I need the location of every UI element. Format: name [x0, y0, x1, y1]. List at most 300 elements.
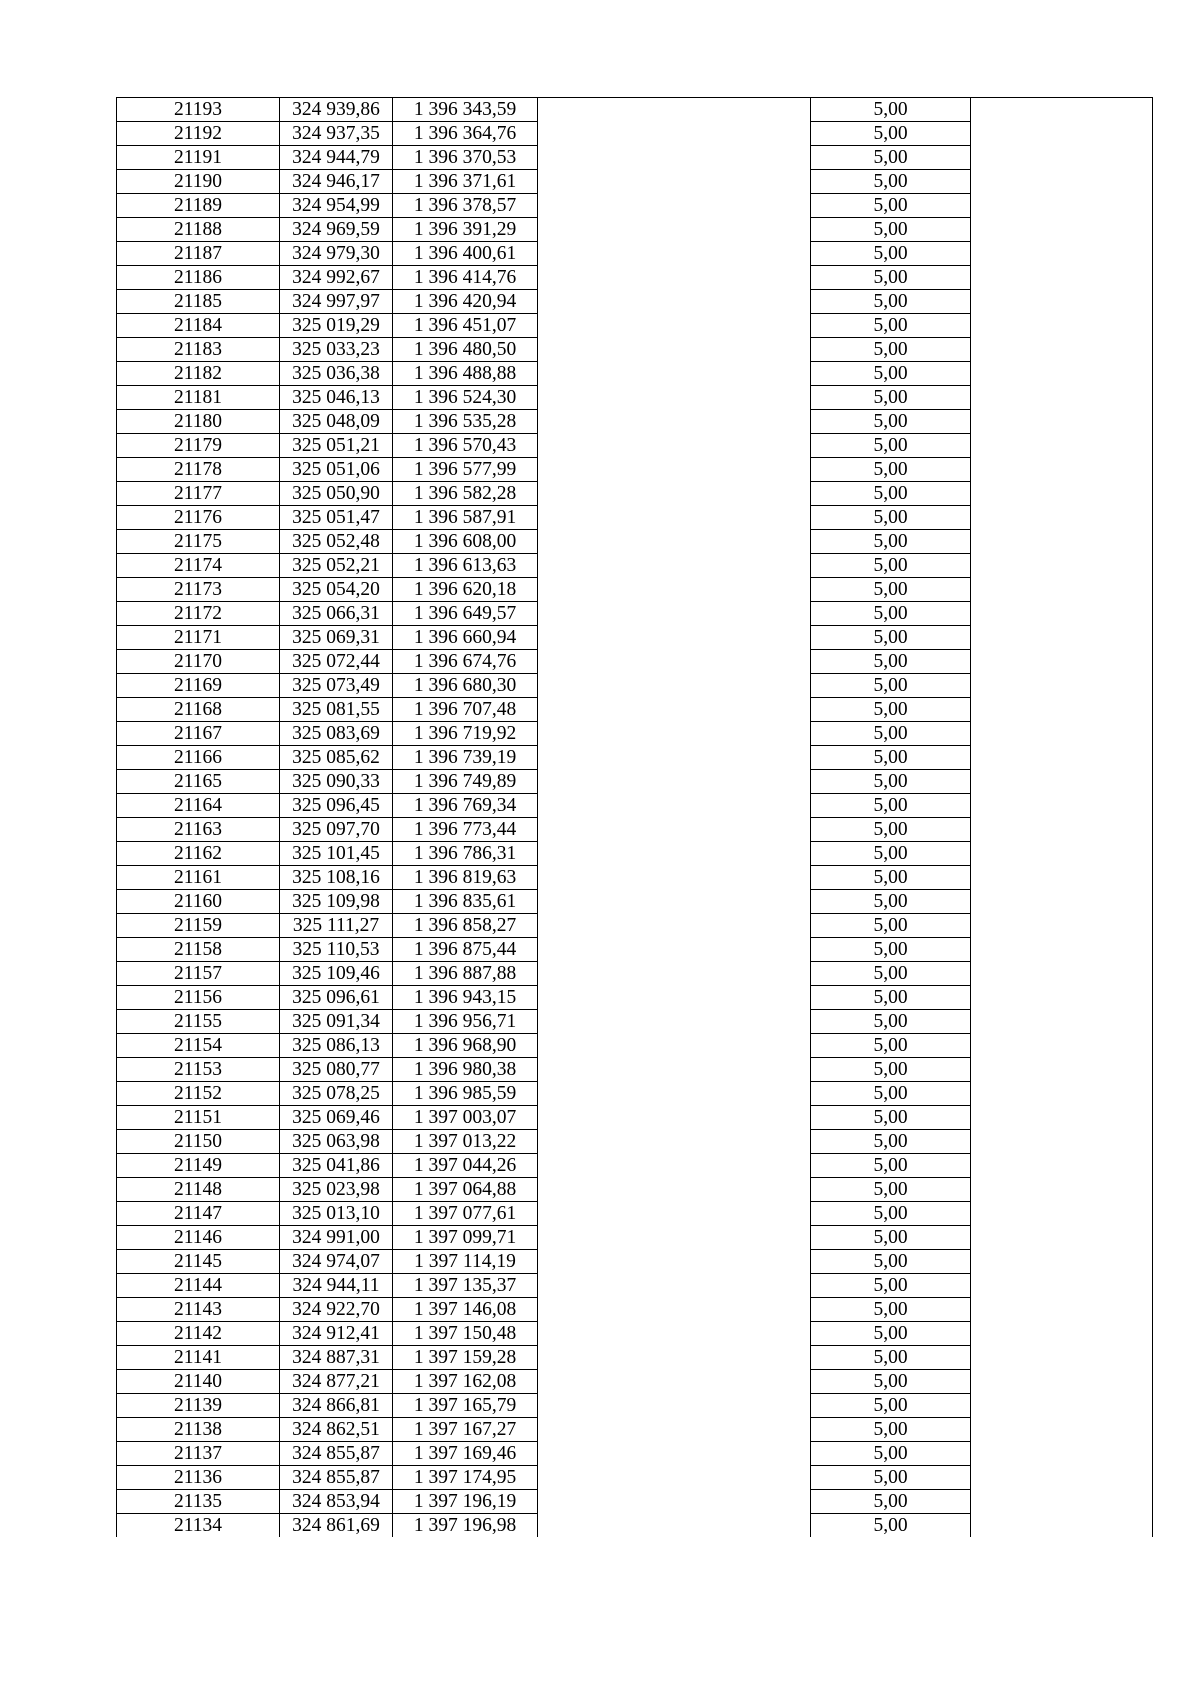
- empty-cell: [971, 1442, 1153, 1466]
- empty-cell: [538, 1274, 811, 1298]
- error-value-cell: 5,00: [811, 986, 971, 1010]
- table-row: [117, 1082, 1153, 1106]
- x-coordinate-cell: 325 013,10: [280, 1202, 393, 1226]
- point-number-cell: 21167: [117, 722, 280, 746]
- empty-cell: [538, 266, 811, 290]
- point-number-cell: 21163: [117, 818, 280, 842]
- empty-cell: [971, 1106, 1153, 1130]
- empty-cell: [971, 98, 1153, 122]
- error-value-cell: 5,00: [811, 1370, 971, 1394]
- table-row: [117, 914, 1153, 938]
- y-coordinate-cell: 1 396 819,63: [393, 866, 538, 890]
- table-row: [117, 434, 1153, 458]
- point-number-cell: 21190: [117, 170, 280, 194]
- table-row: [117, 410, 1153, 434]
- error-value-cell: 5,00: [811, 290, 971, 314]
- error-value-cell: 5,00: [811, 578, 971, 602]
- empty-cell: [971, 986, 1153, 1010]
- table-row: [117, 1298, 1153, 1322]
- x-coordinate-cell: 324 887,31: [280, 1346, 393, 1370]
- y-coordinate-cell: 1 396 378,57: [393, 194, 538, 218]
- y-coordinate-cell: 1 397 174,95: [393, 1466, 538, 1490]
- point-number-cell: 21173: [117, 578, 280, 602]
- error-value-cell: 5,00: [811, 98, 971, 122]
- y-coordinate-cell: 1 396 451,07: [393, 314, 538, 338]
- x-coordinate-cell: 324 974,07: [280, 1250, 393, 1274]
- table-row: [117, 1058, 1153, 1082]
- empty-cell: [538, 578, 811, 602]
- empty-cell: [971, 1514, 1153, 1538]
- point-number-cell: 21162: [117, 842, 280, 866]
- empty-cell: [538, 554, 811, 578]
- error-value-cell: 5,00: [811, 818, 971, 842]
- empty-cell: [971, 1130, 1153, 1154]
- x-coordinate-cell: 325 108,16: [280, 866, 393, 890]
- empty-cell: [538, 530, 811, 554]
- x-coordinate-cell: 325 023,98: [280, 1178, 393, 1202]
- point-number-cell: 21143: [117, 1298, 280, 1322]
- error-value-cell: 5,00: [811, 1274, 971, 1298]
- y-coordinate-cell: 1 396 488,88: [393, 362, 538, 386]
- point-number-cell: 21185: [117, 290, 280, 314]
- y-coordinate-cell: 1 396 660,94: [393, 626, 538, 650]
- y-coordinate-cell: 1 397 077,61: [393, 1202, 538, 1226]
- empty-cell: [538, 1466, 811, 1490]
- table-row: [117, 626, 1153, 650]
- empty-cell: [971, 194, 1153, 218]
- error-value-cell: 5,00: [811, 1082, 971, 1106]
- x-coordinate-cell: 325 046,13: [280, 386, 393, 410]
- y-coordinate-cell: 1 396 371,61: [393, 170, 538, 194]
- y-coordinate-cell: 1 397 150,48: [393, 1322, 538, 1346]
- point-number-cell: 21155: [117, 1010, 280, 1034]
- y-coordinate-cell: 1 396 875,44: [393, 938, 538, 962]
- table-row: [117, 362, 1153, 386]
- x-coordinate-cell: 325 048,09: [280, 410, 393, 434]
- point-number-cell: 21140: [117, 1370, 280, 1394]
- y-coordinate-cell: 1 397 064,88: [393, 1178, 538, 1202]
- point-number-cell: 21142: [117, 1322, 280, 1346]
- point-number-cell: 21187: [117, 242, 280, 266]
- table-row: [117, 1418, 1153, 1442]
- table-row: [117, 194, 1153, 218]
- point-number-cell: 21147: [117, 1202, 280, 1226]
- empty-cell: [538, 842, 811, 866]
- y-coordinate-cell: 1 396 887,88: [393, 962, 538, 986]
- y-coordinate-cell: 1 397 044,26: [393, 1154, 538, 1178]
- empty-cell: [538, 1514, 811, 1538]
- table-row: [117, 1202, 1153, 1226]
- table-row: [117, 578, 1153, 602]
- error-value-cell: 5,00: [811, 554, 971, 578]
- empty-cell: [971, 266, 1153, 290]
- point-number-cell: 21154: [117, 1034, 280, 1058]
- x-coordinate-cell: 324 991,00: [280, 1226, 393, 1250]
- x-coordinate-cell: 325 063,98: [280, 1130, 393, 1154]
- y-coordinate-cell: 1 396 420,94: [393, 290, 538, 314]
- empty-cell: [538, 314, 811, 338]
- empty-cell: [971, 1322, 1153, 1346]
- y-coordinate-cell: 1 396 343,59: [393, 98, 538, 122]
- x-coordinate-cell: 325 080,77: [280, 1058, 393, 1082]
- x-coordinate-cell: 325 072,44: [280, 650, 393, 674]
- empty-cell: [971, 890, 1153, 914]
- empty-cell: [538, 1490, 811, 1514]
- empty-cell: [971, 1034, 1153, 1058]
- empty-cell: [971, 914, 1153, 938]
- empty-cell: [538, 1010, 811, 1034]
- point-number-cell: 21150: [117, 1130, 280, 1154]
- x-coordinate-cell: 325 052,48: [280, 530, 393, 554]
- empty-cell: [971, 674, 1153, 698]
- error-value-cell: 5,00: [811, 1202, 971, 1226]
- empty-cell: [538, 698, 811, 722]
- y-coordinate-cell: 1 396 707,48: [393, 698, 538, 722]
- empty-cell: [538, 722, 811, 746]
- point-number-cell: 21192: [117, 122, 280, 146]
- table-row: [117, 1370, 1153, 1394]
- empty-cell: [538, 122, 811, 146]
- y-coordinate-cell: 1 396 680,30: [393, 674, 538, 698]
- point-number-cell: 21153: [117, 1058, 280, 1082]
- empty-cell: [971, 458, 1153, 482]
- point-number-cell: 21180: [117, 410, 280, 434]
- empty-cell: [971, 698, 1153, 722]
- coordinates-table: [116, 97, 1153, 1537]
- error-value-cell: 5,00: [811, 698, 971, 722]
- table-row: [117, 602, 1153, 626]
- point-number-cell: 21148: [117, 1178, 280, 1202]
- point-number-cell: 21158: [117, 938, 280, 962]
- y-coordinate-cell: 1 396 985,59: [393, 1082, 538, 1106]
- error-value-cell: 5,00: [811, 218, 971, 242]
- point-number-cell: 21186: [117, 266, 280, 290]
- y-coordinate-cell: 1 396 674,76: [393, 650, 538, 674]
- table-row: [117, 482, 1153, 506]
- table-row: [117, 842, 1153, 866]
- y-coordinate-cell: 1 396 956,71: [393, 1010, 538, 1034]
- empty-cell: [538, 1322, 811, 1346]
- point-number-cell: 21175: [117, 530, 280, 554]
- point-number-cell: 21170: [117, 650, 280, 674]
- y-coordinate-cell: 1 397 165,79: [393, 1394, 538, 1418]
- table-row: [117, 674, 1153, 698]
- y-coordinate-cell: 1 396 980,38: [393, 1058, 538, 1082]
- table-row: [117, 458, 1153, 482]
- error-value-cell: 5,00: [811, 1442, 971, 1466]
- error-value-cell: 5,00: [811, 866, 971, 890]
- empty-cell: [971, 314, 1153, 338]
- point-number-cell: 21182: [117, 362, 280, 386]
- point-number-cell: 21149: [117, 1154, 280, 1178]
- x-coordinate-cell: 324 944,79: [280, 146, 393, 170]
- table-row: [117, 1106, 1153, 1130]
- x-coordinate-cell: 325 096,45: [280, 794, 393, 818]
- table-row: [117, 1346, 1153, 1370]
- error-value-cell: 5,00: [811, 530, 971, 554]
- error-value-cell: 5,00: [811, 722, 971, 746]
- empty-cell: [971, 170, 1153, 194]
- y-coordinate-cell: 1 396 835,61: [393, 890, 538, 914]
- error-value-cell: 5,00: [811, 914, 971, 938]
- point-number-cell: 21159: [117, 914, 280, 938]
- x-coordinate-cell: 324 861,69: [280, 1514, 393, 1538]
- table-row: [117, 554, 1153, 578]
- y-coordinate-cell: 1 396 613,63: [393, 554, 538, 578]
- table-row: [117, 962, 1153, 986]
- empty-cell: [971, 842, 1153, 866]
- table-row: [117, 122, 1153, 146]
- x-coordinate-cell: 325 073,49: [280, 674, 393, 698]
- empty-cell: [538, 1346, 811, 1370]
- error-value-cell: 5,00: [811, 842, 971, 866]
- x-coordinate-cell: 325 036,38: [280, 362, 393, 386]
- error-value-cell: 5,00: [811, 1418, 971, 1442]
- x-coordinate-cell: 324 877,21: [280, 1370, 393, 1394]
- x-coordinate-cell: 325 109,98: [280, 890, 393, 914]
- empty-cell: [971, 578, 1153, 602]
- empty-cell: [538, 218, 811, 242]
- y-coordinate-cell: 1 396 858,27: [393, 914, 538, 938]
- point-number-cell: 21178: [117, 458, 280, 482]
- table-row: [117, 794, 1153, 818]
- point-number-cell: 21177: [117, 482, 280, 506]
- y-coordinate-cell: 1 397 196,19: [393, 1490, 538, 1514]
- table-row: [117, 386, 1153, 410]
- y-coordinate-cell: 1 396 968,90: [393, 1034, 538, 1058]
- point-number-cell: 21172: [117, 602, 280, 626]
- empty-cell: [538, 362, 811, 386]
- empty-cell: [971, 554, 1153, 578]
- empty-cell: [971, 482, 1153, 506]
- error-value-cell: 5,00: [811, 1466, 971, 1490]
- error-value-cell: 5,00: [811, 338, 971, 362]
- empty-cell: [538, 938, 811, 962]
- x-coordinate-cell: 324 912,41: [280, 1322, 393, 1346]
- point-number-cell: 21152: [117, 1082, 280, 1106]
- empty-cell: [971, 746, 1153, 770]
- empty-cell: [538, 866, 811, 890]
- empty-cell: [538, 674, 811, 698]
- point-number-cell: 21144: [117, 1274, 280, 1298]
- empty-cell: [971, 938, 1153, 962]
- table-row: [117, 338, 1153, 362]
- empty-cell: [538, 1178, 811, 1202]
- x-coordinate-cell: 325 019,29: [280, 314, 393, 338]
- error-value-cell: 5,00: [811, 1514, 971, 1538]
- error-value-cell: 5,00: [811, 362, 971, 386]
- x-coordinate-cell: 325 033,23: [280, 338, 393, 362]
- empty-cell: [971, 1250, 1153, 1274]
- point-number-cell: 21139: [117, 1394, 280, 1418]
- error-value-cell: 5,00: [811, 194, 971, 218]
- table-row: [117, 1466, 1153, 1490]
- empty-cell: [971, 146, 1153, 170]
- table-row: [117, 290, 1153, 314]
- empty-cell: [971, 362, 1153, 386]
- y-coordinate-cell: 1 397 162,08: [393, 1370, 538, 1394]
- x-coordinate-cell: 325 086,13: [280, 1034, 393, 1058]
- y-coordinate-cell: 1 396 587,91: [393, 506, 538, 530]
- y-coordinate-cell: 1 396 620,18: [393, 578, 538, 602]
- point-number-cell: 21181: [117, 386, 280, 410]
- y-coordinate-cell: 1 396 570,43: [393, 434, 538, 458]
- empty-cell: [538, 1394, 811, 1418]
- table-row: [117, 1226, 1153, 1250]
- x-coordinate-cell: 325 111,27: [280, 914, 393, 938]
- error-value-cell: 5,00: [811, 1490, 971, 1514]
- error-value-cell: 5,00: [811, 170, 971, 194]
- x-coordinate-cell: 324 939,86: [280, 98, 393, 122]
- y-coordinate-cell: 1 397 013,22: [393, 1130, 538, 1154]
- empty-cell: [971, 1010, 1153, 1034]
- point-number-cell: 21146: [117, 1226, 280, 1250]
- empty-cell: [971, 242, 1153, 266]
- empty-cell: [971, 218, 1153, 242]
- y-coordinate-cell: 1 396 749,89: [393, 770, 538, 794]
- error-value-cell: 5,00: [811, 650, 971, 674]
- empty-cell: [971, 1202, 1153, 1226]
- empty-cell: [971, 1466, 1153, 1490]
- empty-cell: [538, 434, 811, 458]
- table-row: [117, 266, 1153, 290]
- x-coordinate-cell: 325 090,33: [280, 770, 393, 794]
- empty-cell: [971, 1226, 1153, 1250]
- empty-cell: [538, 1226, 811, 1250]
- point-number-cell: 21145: [117, 1250, 280, 1274]
- empty-cell: [971, 1274, 1153, 1298]
- table-row: [117, 314, 1153, 338]
- empty-cell: [971, 1394, 1153, 1418]
- empty-cell: [538, 290, 811, 314]
- x-coordinate-cell: 325 085,62: [280, 746, 393, 770]
- y-coordinate-cell: 1 396 391,29: [393, 218, 538, 242]
- y-coordinate-cell: 1 397 159,28: [393, 1346, 538, 1370]
- point-number-cell: 21137: [117, 1442, 280, 1466]
- empty-cell: [538, 1082, 811, 1106]
- x-coordinate-cell: 324 855,87: [280, 1466, 393, 1490]
- table-row: [117, 866, 1153, 890]
- table-row: [117, 146, 1153, 170]
- empty-cell: [971, 122, 1153, 146]
- empty-cell: [538, 482, 811, 506]
- x-coordinate-cell: 325 083,69: [280, 722, 393, 746]
- y-coordinate-cell: 1 396 769,34: [393, 794, 538, 818]
- y-coordinate-cell: 1 396 414,76: [393, 266, 538, 290]
- y-coordinate-cell: 1 396 649,57: [393, 602, 538, 626]
- empty-cell: [538, 746, 811, 770]
- y-coordinate-cell: 1 397 114,19: [393, 1250, 538, 1274]
- y-coordinate-cell: 1 396 608,00: [393, 530, 538, 554]
- empty-cell: [538, 242, 811, 266]
- empty-cell: [538, 1298, 811, 1322]
- table-row: [117, 1154, 1153, 1178]
- error-value-cell: 5,00: [811, 314, 971, 338]
- empty-cell: [538, 386, 811, 410]
- error-value-cell: 5,00: [811, 1130, 971, 1154]
- empty-cell: [971, 722, 1153, 746]
- error-value-cell: 5,00: [811, 146, 971, 170]
- error-value-cell: 5,00: [811, 434, 971, 458]
- empty-cell: [538, 1202, 811, 1226]
- empty-cell: [538, 962, 811, 986]
- point-number-cell: 21156: [117, 986, 280, 1010]
- y-coordinate-cell: 1 396 480,50: [393, 338, 538, 362]
- table-row: [117, 530, 1153, 554]
- error-value-cell: 5,00: [811, 1250, 971, 1274]
- empty-cell: [971, 290, 1153, 314]
- y-coordinate-cell: 1 396 524,30: [393, 386, 538, 410]
- y-coordinate-cell: 1 396 582,28: [393, 482, 538, 506]
- y-coordinate-cell: 1 397 099,71: [393, 1226, 538, 1250]
- empty-cell: [971, 1370, 1153, 1394]
- x-coordinate-cell: 325 054,20: [280, 578, 393, 602]
- point-number-cell: 21191: [117, 146, 280, 170]
- empty-cell: [971, 1418, 1153, 1442]
- point-number-cell: 21166: [117, 746, 280, 770]
- y-coordinate-cell: 1 396 719,92: [393, 722, 538, 746]
- point-number-cell: 21188: [117, 218, 280, 242]
- table-row: [117, 1130, 1153, 1154]
- empty-cell: [971, 530, 1153, 554]
- x-coordinate-cell: 325 078,25: [280, 1082, 393, 1106]
- point-number-cell: 21193: [117, 98, 280, 122]
- point-number-cell: 21141: [117, 1346, 280, 1370]
- error-value-cell: 5,00: [811, 1346, 971, 1370]
- empty-cell: [971, 1178, 1153, 1202]
- x-coordinate-cell: 325 051,47: [280, 506, 393, 530]
- empty-cell: [971, 962, 1153, 986]
- empty-cell: [538, 338, 811, 362]
- x-coordinate-cell: 324 997,97: [280, 290, 393, 314]
- error-value-cell: 5,00: [811, 122, 971, 146]
- empty-cell: [971, 338, 1153, 362]
- x-coordinate-cell: 324 922,70: [280, 1298, 393, 1322]
- y-coordinate-cell: 1 396 739,19: [393, 746, 538, 770]
- error-value-cell: 5,00: [811, 1226, 971, 1250]
- error-value-cell: 5,00: [811, 242, 971, 266]
- x-coordinate-cell: 324 979,30: [280, 242, 393, 266]
- empty-cell: [538, 626, 811, 650]
- empty-cell: [538, 98, 811, 122]
- error-value-cell: 5,00: [811, 1106, 971, 1130]
- y-coordinate-cell: 1 397 169,46: [393, 1442, 538, 1466]
- table-row: [117, 1514, 1153, 1538]
- empty-cell: [538, 1154, 811, 1178]
- point-number-cell: 21176: [117, 506, 280, 530]
- empty-cell: [538, 770, 811, 794]
- empty-cell: [971, 770, 1153, 794]
- error-value-cell: 5,00: [811, 1322, 971, 1346]
- coordinates-table-body: [117, 98, 1153, 1538]
- table-row: [117, 1010, 1153, 1034]
- empty-cell: [538, 1034, 811, 1058]
- error-value-cell: 5,00: [811, 626, 971, 650]
- error-value-cell: 5,00: [811, 1178, 971, 1202]
- empty-cell: [971, 818, 1153, 842]
- table-row: [117, 170, 1153, 194]
- empty-cell: [538, 410, 811, 434]
- empty-cell: [538, 890, 811, 914]
- x-coordinate-cell: 325 052,21: [280, 554, 393, 578]
- empty-cell: [538, 602, 811, 626]
- table-row: [117, 890, 1153, 914]
- empty-cell: [971, 1154, 1153, 1178]
- y-coordinate-cell: 1 396 535,28: [393, 410, 538, 434]
- empty-cell: [971, 434, 1153, 458]
- empty-cell: [538, 986, 811, 1010]
- y-coordinate-cell: 1 397 135,37: [393, 1274, 538, 1298]
